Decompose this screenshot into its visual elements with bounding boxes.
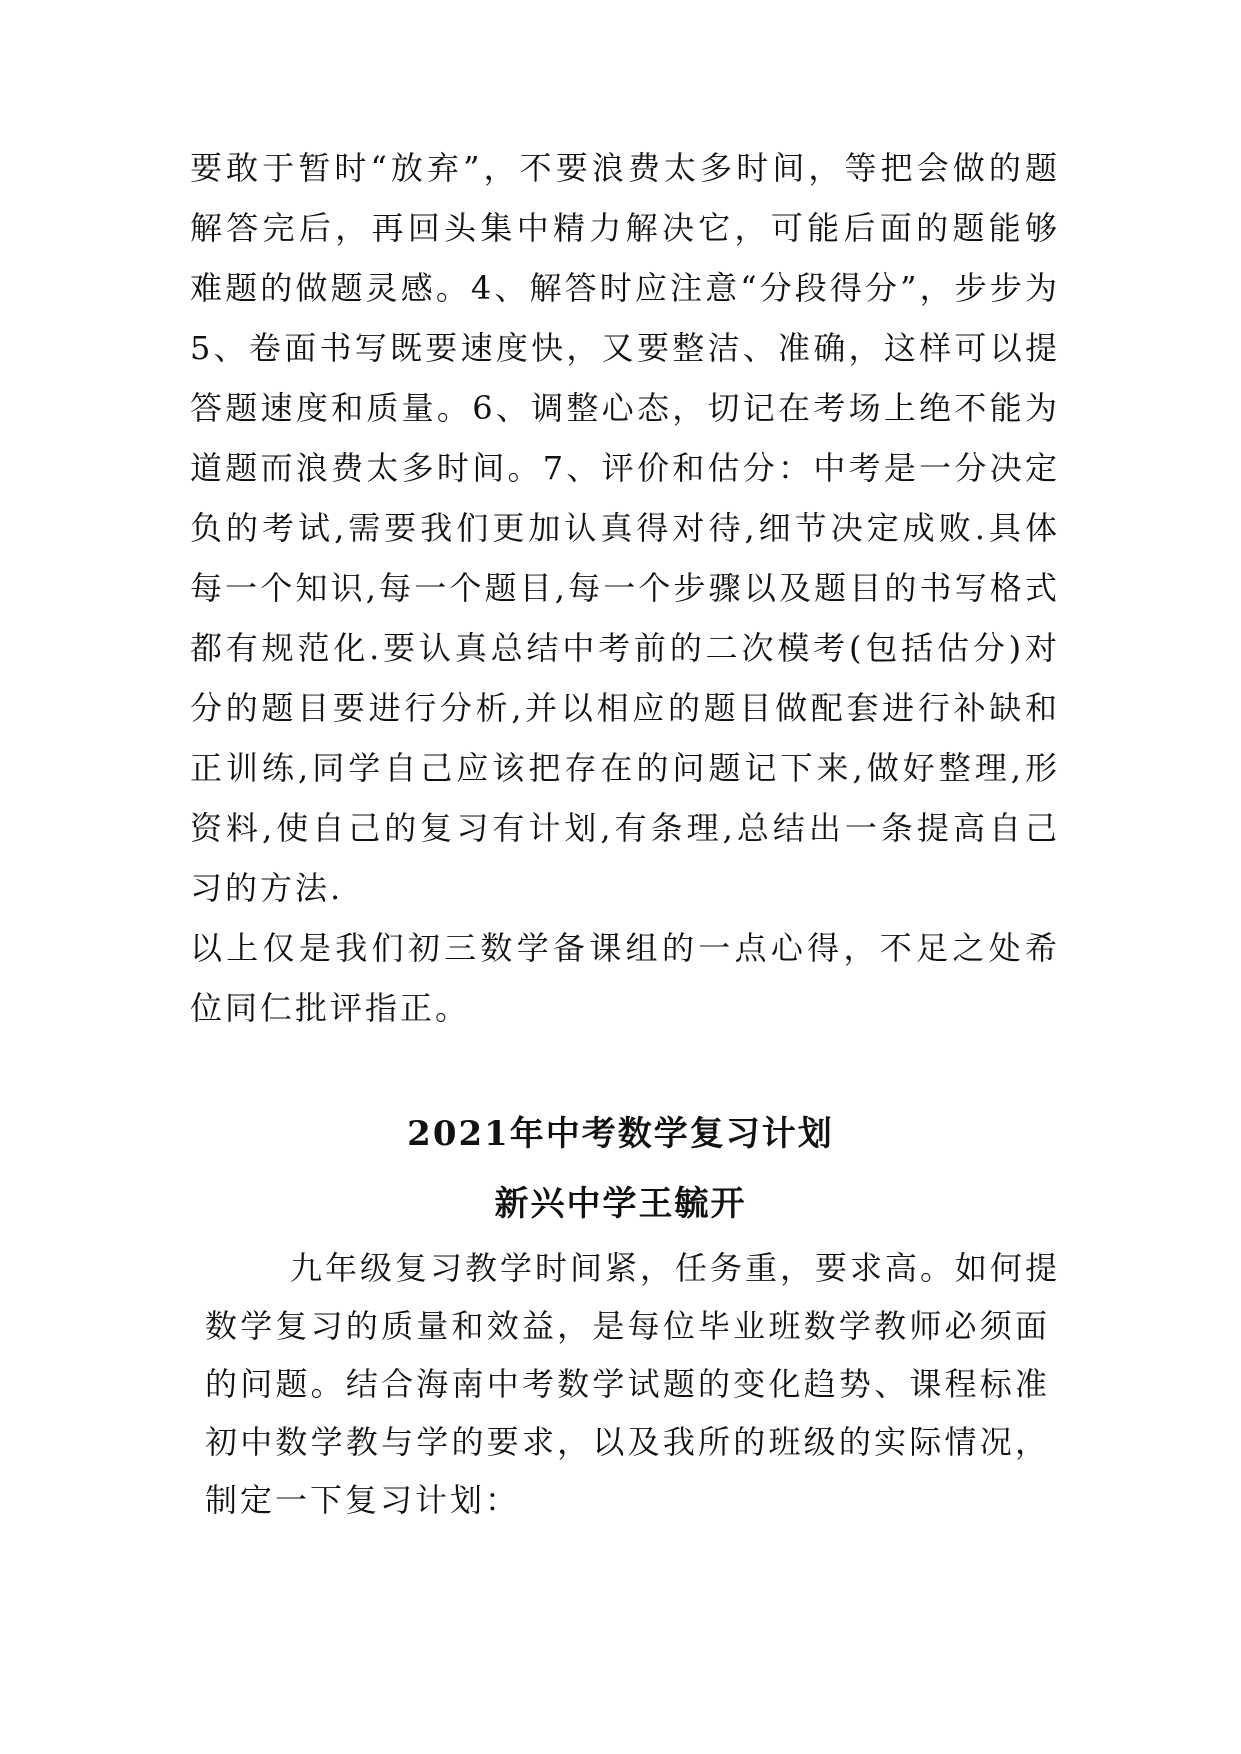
author-line: 新兴中学王毓开 (494, 1184, 747, 1224)
body-line: 难题的做题灵感。4、解答时应注意“分段得分”，步步为 (190, 269, 1060, 307)
body-line: 都有规范化.要认真总结中考前的二次模考(包括估分)对 (190, 629, 1060, 667)
body-line: 九年级复习教学时间紧，任务重，要求高。如何提 (290, 1249, 1060, 1287)
section-title: 2021年中考数学复习计划 (407, 1114, 834, 1154)
body-line: 正训练,同学自己应该把存在的问题记下来,做好整理,形 (190, 749, 1060, 787)
body-line: 初中数学教与学的要求，以及我所的班级的实际情况， (205, 1423, 1050, 1461)
body-line: 每一个知识,每一个题目,每一个步骤以及题目的书写格式 (190, 569, 1060, 607)
body-line: 数学复习的质量和效益，是每位毕业班数学教师必须面 (205, 1307, 1050, 1345)
body-line: 答题速度和质量。6、调整心态，切记在考场上绝不能为 (190, 389, 1060, 427)
body-line: 的问题。结合海南中考数学试题的变化趋势、课程标准 (205, 1365, 1050, 1403)
body-line: 道题而浪费太多时间。7、评价和估分：中考是一分决定 (190, 449, 1060, 487)
body-line: 制定一下复习计划： (205, 1481, 521, 1519)
body-line: 分的题目要进行分析,并以相应的题目做配套进行补缺和 (190, 689, 1060, 727)
body-line: 习的方法. (190, 869, 344, 907)
closing-line: 位同仁批评指正。 (190, 989, 471, 1027)
closing-line: 以上仅是我们初三数学备课组的一点心得，不足之处希 (190, 929, 1060, 967)
body-line: 解答完后，再回头集中精力解决它，可能后面的题能够 (190, 209, 1060, 247)
body-line: 负的考试,需要我们更加认真得对待,细节决定成败.具体 (190, 509, 1060, 547)
body-line: 要敢于暂时“放弃”，不要浪费太多时间，等把会做的题 (190, 149, 1060, 187)
body-line: 5、卷面书写既要速度快，又要整洁、准确，这样可以提 (190, 329, 1060, 367)
body-line: 资料,使自己的复习有计划,有条理,总结出一条提高自己 (190, 809, 1060, 847)
